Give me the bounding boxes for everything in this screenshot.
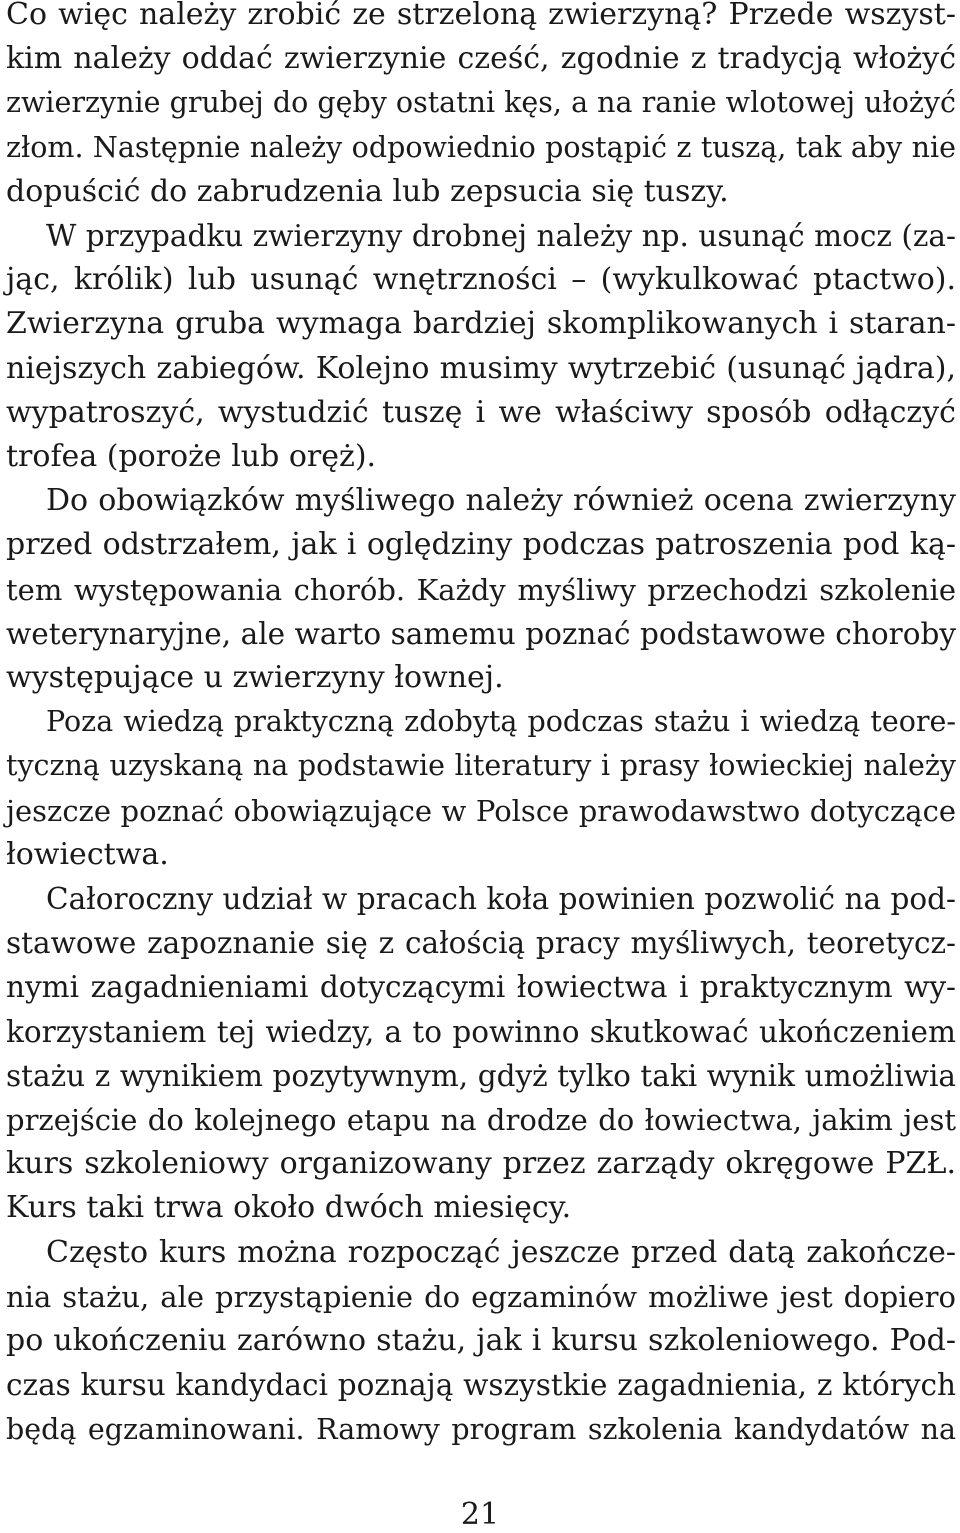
text-line: Całoroczny udział w pracach koła powinien pozwolić na pod- [46, 882, 956, 917]
text-line: Poza wiedzą praktyczną zdobytą podczas stażu i wiedzą teore- [46, 705, 956, 739]
text-line: niejszych zabiegów. Kolejno musimy wytrzebić (usunąć jądra), [6, 350, 956, 386]
text-line: Często kurs można rozpocząć jeszcze przed datą zakończe- [46, 1234, 956, 1270]
text-line: Zwierzyna gruba wymaga bardziej skomplikowanych i staran- [6, 306, 956, 342]
text-line: łowiectwa. [6, 836, 169, 872]
text-line: korzystaniem tej wiedzy, a to powinno skutkować ukończeniem [6, 1014, 956, 1049]
text-line: tyczną uzyskaną na podstawie literatury i prasy łowieckiej należy [6, 749, 956, 783]
paragraph [6, 700, 956, 877]
text-line: po ukończeniu zarówno stażu, jak i kursu szkoleniowego. Pod- [6, 1323, 956, 1359]
body-text [6, 0, 956, 1452]
text-line: czas kursu kandydaci poznają wszystkie zagadnienia, z których [6, 1368, 956, 1403]
paragraph [6, 214, 956, 479]
text-line: stażu z wynikiem pozytywnym, gdyż tylko taki wynik umożliwia [6, 1058, 956, 1093]
page-number: 21 [460, 1497, 500, 1532]
text-line: nymi zagadnieniami dotyczącymi łowiectwa i praktycznym wy- [6, 970, 956, 1005]
paragraph [6, 1231, 956, 1452]
text-line: zwierzynie grubej do gęby ostatni kęs, a na ranie wlotowej ułożyć [6, 86, 956, 120]
paragraph [6, 877, 956, 1231]
text-line: będą egzaminowani. Ramowy program szkolenia kandydatów na [6, 1412, 956, 1446]
text-line: przed odstrzałem, jak i oględziny podczas patroszenia pod ką- [6, 527, 956, 563]
text-line: dopuścić do zabrudzenia lub zepsucia się tuszy. [6, 173, 729, 209]
paragraph [6, 479, 956, 700]
text-line: W przypadku zwierzyny drobnej należy np. usunąć mocz (za- [46, 219, 956, 254]
text-line: kim należy oddać zwierzynie cześć, zgodnie z tradycją włożyć [6, 41, 956, 77]
text-line: występujące u zwierzyny łownej. [6, 660, 504, 696]
text-line: trofea (poroże lub oręż). [6, 439, 377, 475]
text-line: nia stażu, ale przystąpienie do egzaminów możliwe jest dopiero [6, 1279, 956, 1314]
paragraph [6, 0, 956, 214]
text-line: kurs szkoleniowy organizowany przez zarządy okręgowe PZŁ. [6, 1146, 956, 1182]
text-line: Co więc należy zrobić ze strzeloną zwierzyną? Przede wszyst- [6, 0, 956, 32]
text-line: weterynaryjne, ale warto samemu poznać podstawowe choroby [6, 616, 956, 651]
text-line: jąc, królik) lub usunąć wnętrzności – (wykulkować ptactwo). [6, 262, 956, 298]
text-line: jeszcze poznać obowiązujące w Polsce prawodawstwo dotyczące [6, 793, 956, 828]
text-line: przejście do kolejnego etapu na drodze do łowiectwa, jakim jest [6, 1103, 956, 1138]
text-line: wypatroszyć, wystudzić tuszę i we właściwy sposób odłączyć [6, 394, 956, 430]
text-line: tem występowania chorób. Każdy myśliwy przechodzi szkolenie [6, 572, 956, 607]
text-line: Kurs taki trwa około dwóch miesięcy. [6, 1190, 572, 1226]
text-line: stawowe zapoznanie się z całością pracy myśliwych, teoretycz- [6, 926, 956, 961]
text-line: złom. Następnie należy odpowiednio postąpić z tuszą, tak aby nie [6, 130, 956, 164]
text-line: Do obowiązków myśliwego należy również ocena zwierzyny [46, 483, 956, 519]
